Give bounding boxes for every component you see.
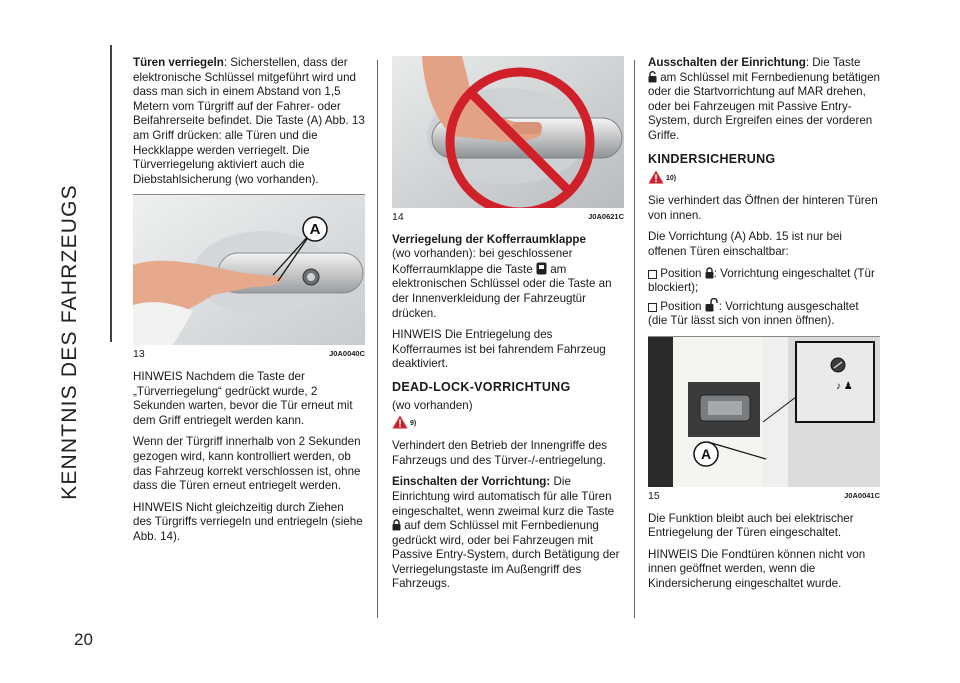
figure-14-number: 14 [392, 211, 404, 223]
figure-14 [392, 56, 624, 225]
lock-doors-text: : Sicherstellen, dass der elektronische Schlüssel mitgeführt wird und dass man sich in einem Abstand von 1,5 Metern vom Türgriff auf der Fahrer- oder Beifahrerseite befindet. Die Taste (A) Abb. 13 am Griff drücken: alle Türen und die Heckklappe werden verriegelt. Die Türverriegelung aktiviert auch die Diebstahlsicherung (wo vorhanden). [133, 56, 365, 186]
column-divider-1 [377, 60, 378, 618]
svg-text:♪ ♟: ♪ ♟ [836, 380, 853, 392]
lock-doors-paragraph [133, 56, 365, 187]
enable-lead: Einschalten der Vorrichtung: [392, 475, 551, 489]
padlock-open-icon [705, 298, 719, 312]
figure-15-code: J0A0041C [844, 490, 880, 500]
figure-13-caption [133, 347, 365, 362]
note-lock-wait: HINWEIS Nachdem die Taste der „Türverriegelung“ gedrückt wurde, 2 Sekunden warten, bevor die Tür erneut mit dem Griff entriegelt werden kann. [133, 369, 353, 427]
figure-14-code: J0A0621C [588, 212, 624, 221]
deadlock-heading: DEAD-LOCK-VORRICHTUNG [392, 379, 571, 394]
warning-triangle-icon [648, 170, 664, 184]
figure-14-image [392, 56, 624, 208]
checkbox-bullet-icon [648, 270, 657, 279]
deadlock-warning [392, 415, 624, 435]
column-3 [648, 56, 880, 598]
disable-paragraph [648, 56, 880, 144]
child-lock-text-1: Sie verhindert das Öffnen der hinteren Türen von innen. [648, 194, 878, 222]
disable-lead: Ausschalten der Einrichtung [648, 56, 806, 69]
child-lock-text-2: Die Vorrichtung (A) Abb. 15 ist nur bei offenen Türen einschaltbar: [648, 230, 842, 258]
column-1 [133, 56, 365, 551]
note-no-simultaneous: HINWEIS Nicht gleichzeitig durch Ziehen des Türgriffs verriegeln und entriegeln (siehe Abb. 14). [133, 500, 363, 543]
padlock-closed-icon [705, 267, 714, 279]
lock-key-icon [392, 519, 401, 531]
disable-text-b: am Schlüssel mit Fernbedienung betätigen oder die Startvorrichtung auf MAR drehen, oder bei Fahrzeugen mit Passive Entry-System, durch Ergreifen eines der vorderen Griffe. [648, 70, 881, 142]
trunk-lock-text-a: (wo vorhanden): bei geschlossener Kofferraumklappe die Taste [392, 247, 573, 276]
trunk-lock-text-b: am elektronischen Schlüssel oder die Taste an der Innenverkleidung der Fahrzeugtür drücken. [392, 262, 612, 320]
sidebar-rule [110, 45, 112, 342]
child-lock-heading: KINDERSICHERUNG [648, 151, 776, 166]
note-child-lock: HINWEIS Die Fondtüren können nicht von innen geöffnet werden, wenn die Kindersicherung eingeschaltet wurde. [648, 547, 866, 590]
figure-15-number: 15 [648, 489, 660, 502]
door-handle-press-illustration [133, 195, 365, 345]
sidebar-section-title: KENNTNIS DES FAHRZEUGS [58, 184, 81, 500]
deadlock-subheading: (wo vorhanden) [392, 398, 473, 412]
bullet-position-unlocked [648, 298, 880, 329]
figure-14-caption [392, 210, 624, 225]
unlock-key-icon [648, 71, 657, 83]
child-lock-text-3: Die Funktion bleibt auch bei elektrischer Entriegelung der Türen eingeschaltet. [648, 511, 854, 540]
deadlock-description: Verhindert den Betrieb der Innengriffe des Fahrzeugs und des Türver-/-entriegelung. [392, 439, 608, 467]
page-number: 20 [74, 630, 93, 649]
bullet1-text-b: : Vorrichtung eingeschaltet (Tür blockiert); [648, 266, 875, 295]
disable-text-a: : Die Taste [805, 56, 861, 69]
bullet1-text-a: Position [660, 266, 702, 280]
check-lock-paragraph: Wenn der Türgriff innerhalb von 2 Sekunden gezogen wird, kann kontrolliert werden, ob das Fahrzeug korrekt verschlossen ist, ohne dass die Türen erneut entriegelt werden. [133, 435, 361, 493]
figure-13-callout: A [309, 221, 321, 239]
trunk-key-icon [536, 262, 547, 275]
enable-text-b: auf dem Schlüssel mit Fernbedienung gedrückt wird, oder bei Fahrzeugen mit Passive Entry-System, durch Betätigung der Verriegelungstaste im Außengriff des Fahrzeugs. [392, 519, 620, 591]
figure-15-caption [648, 489, 880, 504]
warning-triangle-icon [392, 415, 408, 429]
deadlock-warning-ref: 9) [410, 420, 417, 428]
enable-paragraph [392, 475, 624, 592]
figure-13-number: 13 [133, 348, 145, 361]
figure-15 [648, 336, 880, 504]
column-2 [392, 56, 624, 599]
note-trunk-disabled: HINWEIS Die Entriegelung des Kofferraumes ist bei fahrendem Fahrzeug deaktiviert. [392, 328, 606, 371]
figure-13-code: J0A0040C [329, 349, 365, 359]
child-lock-door-illustration [648, 337, 880, 487]
trunk-lock-heading: Verriegelung der Kofferraumklappe [392, 232, 586, 246]
figure-13-image [133, 195, 365, 345]
figure-13 [133, 194, 365, 362]
trunk-lock-paragraph [392, 233, 624, 322]
bullet-position-locked [648, 267, 880, 296]
checkbox-bullet-icon [648, 303, 657, 312]
figure-15-image [648, 337, 880, 487]
child-lock-warning-ref: 10) [666, 175, 677, 183]
prohibited-handle-illustration [392, 56, 624, 208]
column-divider-2 [634, 60, 635, 618]
lock-doors-lead: Türen verriegeln [133, 56, 224, 69]
bullet2-text-a: Position [660, 299, 702, 313]
figure-15-callout: A [700, 445, 712, 462]
child-lock-warning [648, 170, 880, 190]
enable-text-a: Die Einrichtung wird automatisch für alle Türen eingeschaltet, wenn zweimal kurz die Taste [392, 475, 615, 518]
bullet2-text-b: : Vorrichtung ausgeschaltet (die Tür lässt sich von innen öffnen). [648, 299, 859, 328]
